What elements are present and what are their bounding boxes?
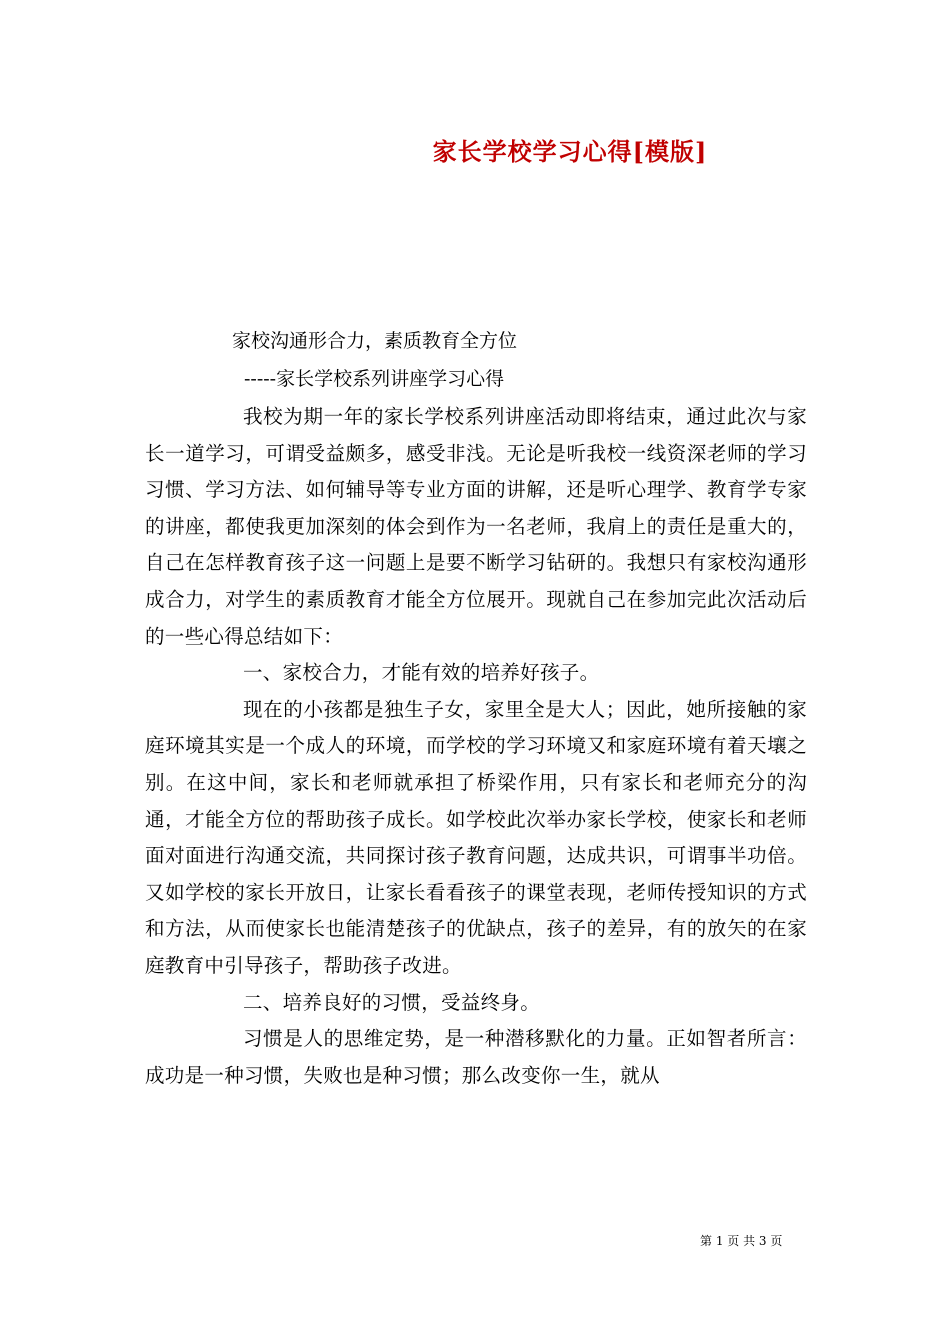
- subtitle-main: 家校沟通形合力，素质教育全方位: [232, 330, 518, 352]
- section-heading-1: 一、家校合力，才能有效的培养好孩子。: [243, 661, 600, 685]
- page-number-footer: 第 1 页 共 3 页: [700, 1234, 783, 1248]
- paragraph-section-2: 习惯是人的思维定势，是一种潜移默化的力量。正如智者所言：成功是一种习惯，失败也是种习惯；那么改变你一生，就从: [145, 1027, 807, 1087]
- document-title: 家长学校学习心得[模版]: [432, 137, 708, 166]
- paragraph-intro: 我校为期一年的家长学校系列讲座活动即将结束，通过此次与家长一道学习，可谓受益颇多，感受非浅。无论是听我校一线资深老师的学习习惯、学习方法、如何辅导等专业方面的讲解，还是听心理学、教育学专家的讲座，都使我更加深刻的体会到作为一名老师，我肩上的责任是重大的，自己在怎样教育孩子这一问题上是要不断学习钻研的。我想只有家校沟通形成合力，对学生的素质教育才能全方位展开。现就自己在参加完此次活动后的一些心得总结如下：: [145, 405, 807, 648]
- section-heading-2: 二、培养良好的习惯，受益终身。: [243, 990, 541, 1014]
- subtitle-sub: -----家长学校系列讲座学习心得: [244, 368, 505, 390]
- paragraph-section-1: 现在的小孩都是独生子女，家里全是大人；因此，她所接触的家庭环境其实是一个成人的环境，而学校的学习环境又和家庭环境有着天壤之别。在这中间，家长和老师就承担了桥梁作用，只有家长和老师充分的沟通，才能全方位的帮助孩子成长。如学校此次举办家长学校，使家长和老师面对面进行沟通交流，共同探讨孩子教育问题，达成共识，可谓事半功倍。又如学校的家长开放日，让家长看看孩子的课堂表现，老师传授知识的方式和方法，从而使家长也能清楚孩子的优缺点，孩子的差异，有的放矢的在家庭教育中引导孩子，帮助孩子改进。: [145, 697, 807, 977]
- document-body: [145, 399, 807, 1094]
